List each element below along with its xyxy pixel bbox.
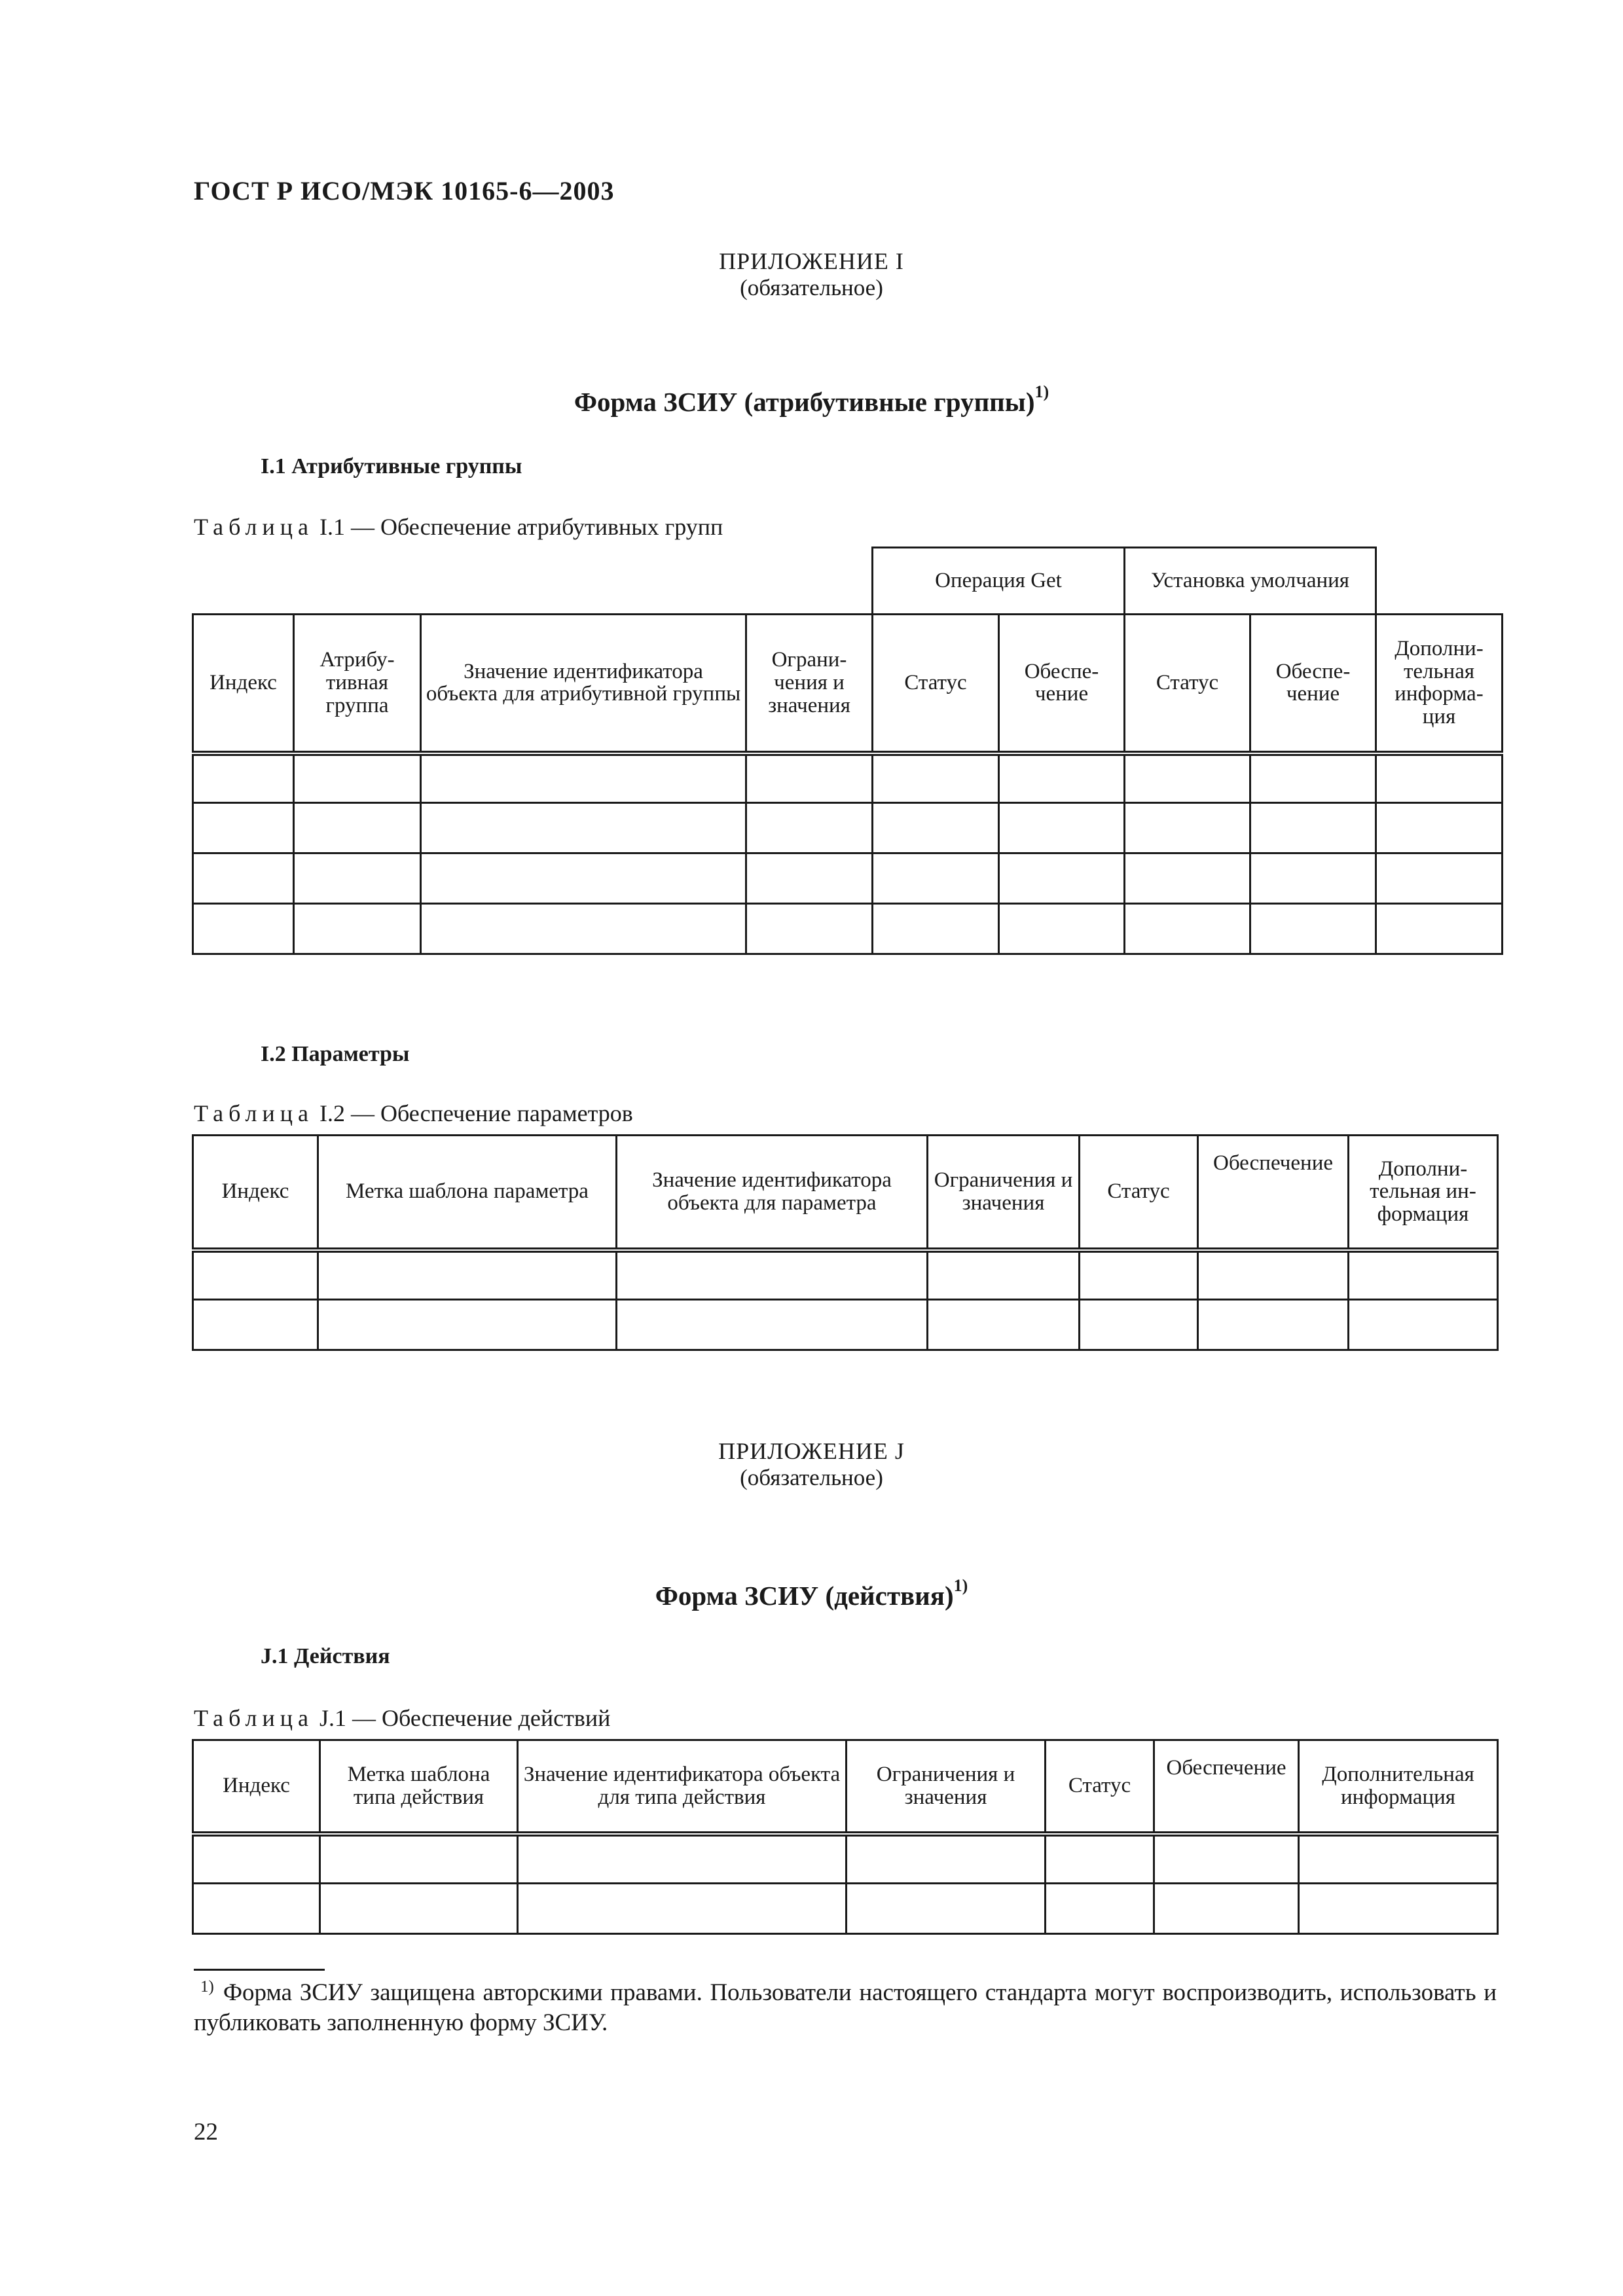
table-cell [193, 803, 294, 853]
table-cell [999, 753, 1125, 803]
table-cell [421, 753, 746, 803]
page-number: 22 [194, 2119, 218, 2145]
table-cell [999, 904, 1125, 954]
table-cell [1198, 1250, 1349, 1300]
group-header-get: Операция Get [873, 548, 1125, 615]
table-cell [928, 1300, 1080, 1350]
table-cell [1349, 1250, 1498, 1300]
table-cell [1376, 853, 1503, 904]
table-row [193, 904, 1503, 954]
table-cell [1125, 904, 1250, 954]
appendix-j-status: (обязательное) [740, 1465, 883, 1490]
column-header: Индекс [193, 615, 294, 753]
blank-cell [193, 548, 873, 615]
table-cell [294, 753, 421, 803]
table-cell [999, 853, 1125, 904]
table-cell [193, 1884, 320, 1934]
table-j1 [192, 1739, 1499, 1935]
table-cell [320, 1884, 518, 1934]
table-cell [421, 853, 746, 904]
table-cell [421, 803, 746, 853]
section-i1-heading: I.1 Атрибутивные группы [261, 454, 522, 478]
table-cell [318, 1250, 617, 1300]
column-header: Ограни-чения и значения [746, 615, 873, 753]
table-cell [1080, 1250, 1198, 1300]
table-row [193, 853, 1503, 904]
table-j1-caption [194, 1704, 610, 1732]
column-header: Ограничения и значения [928, 1136, 1080, 1250]
table-cell [294, 853, 421, 904]
table-cell [193, 1300, 318, 1350]
form-title-text: Форма ЗСИУ (действия) [655, 1581, 954, 1611]
table-cell [421, 904, 746, 954]
column-header: Значение идентификатора объекта для типа действия [518, 1740, 847, 1834]
appendix-i-title: ПРИЛОЖЕНИЕ I [719, 248, 904, 274]
table-cell [1125, 803, 1250, 853]
document-header: ГОСТ Р ИСО/МЭК 10165-6—2003 [194, 176, 615, 206]
table-cell [999, 803, 1125, 853]
column-header: Обеспе-чение [1250, 615, 1376, 753]
table-cell [1250, 904, 1376, 954]
blank-cell [1376, 548, 1503, 615]
column-header: Индекс [193, 1136, 318, 1250]
form-title-text: Форма ЗСИУ (атрибутивные группы) [574, 387, 1035, 417]
column-header: Обеспе-чение [999, 615, 1125, 753]
table-cell [873, 753, 999, 803]
column-header: Атрибу-тивная группа [294, 615, 421, 753]
table-cell [746, 853, 873, 904]
table-cell [193, 853, 294, 904]
table-row [193, 1834, 1498, 1884]
appendix-j-form-title [0, 1576, 1623, 1611]
table-cell [1125, 753, 1250, 803]
table-cell [746, 753, 873, 803]
table-cell [1198, 1300, 1349, 1350]
table-cell [1349, 1300, 1498, 1350]
caption-word: Таблица [194, 514, 314, 540]
column-header: Индекс [193, 1740, 320, 1834]
table-row [193, 803, 1503, 853]
caption-text: J.1 — Обеспечение действий [313, 1705, 611, 1731]
table-i2-caption [194, 1100, 633, 1127]
table-cell [294, 904, 421, 954]
column-header: Дополни-тельная ин-формация [1349, 1136, 1498, 1250]
table-cell [873, 803, 999, 853]
table-cell [847, 1884, 1046, 1934]
table-row [193, 1884, 1498, 1934]
table-cell [320, 1834, 518, 1884]
table-group-header-row [193, 548, 1503, 615]
table-cell [1080, 1300, 1198, 1350]
table-cell [1299, 1834, 1498, 1884]
column-header: Ограничения и значения [847, 1740, 1046, 1834]
table-cell [193, 1250, 318, 1300]
table-cell [518, 1834, 847, 1884]
column-header: Метка шаблона типа действия [320, 1740, 518, 1834]
footnote [194, 1978, 1497, 2039]
footnote-ref: 1) [1034, 382, 1049, 402]
appendix-j-title: ПРИЛОЖЕНИЕ J [718, 1438, 905, 1464]
table-cell [847, 1834, 1046, 1884]
table-cell [1299, 1884, 1498, 1934]
table-cell [1125, 853, 1250, 904]
table-cell [1376, 904, 1503, 954]
table-cell [1154, 1834, 1299, 1884]
table-cell [617, 1300, 928, 1350]
table-cell [518, 1884, 847, 1934]
table-row [193, 753, 1503, 803]
caption-text: I.2 — Обеспечение параметров [313, 1100, 633, 1126]
group-header-default: Установка умолчания [1125, 548, 1376, 615]
appendix-i-status: (обязательное) [740, 275, 883, 300]
column-header: Статус [1125, 615, 1250, 753]
table-row [193, 1300, 1498, 1350]
table-cell [617, 1250, 928, 1300]
column-header: Значение идентификатора объекта для атрибутивной группы [421, 615, 746, 753]
column-header: Обеспечение [1154, 1740, 1299, 1834]
table-cell [928, 1250, 1080, 1300]
column-header: Дополнительная информация [1299, 1740, 1498, 1834]
column-header: Метка шаблона параметра [318, 1136, 617, 1250]
column-header: Статус [1046, 1740, 1154, 1834]
footnote-marker: 1) [200, 1977, 214, 1996]
caption-word: Таблица [194, 1100, 314, 1126]
table-header-row [193, 1136, 1498, 1250]
table-cell [1046, 1834, 1154, 1884]
table-cell [1376, 753, 1503, 803]
table-cell [873, 853, 999, 904]
table-cell [1250, 753, 1376, 803]
section-j1-heading: J.1 Действия [261, 1644, 390, 1668]
column-header: Статус [873, 615, 999, 753]
table-cell [193, 904, 294, 954]
table-cell [193, 753, 294, 803]
table-cell [318, 1300, 617, 1350]
footnote-text: Форма ЗСИУ защищена авторскими правами. Пользователи настоящего стандарта могут воспроизводить, использовать и публиковать заполненную форму ЗСИУ. [194, 1979, 1497, 2037]
column-header: Статус [1080, 1136, 1198, 1250]
table-row [193, 1250, 1498, 1300]
table-cell [193, 1834, 320, 1884]
footnote-separator [194, 1969, 325, 1971]
table-i1-caption [194, 513, 723, 541]
table-cell [1250, 803, 1376, 853]
table-header-row [193, 1740, 1498, 1834]
table-i2 [192, 1134, 1499, 1351]
table-cell [1154, 1884, 1299, 1934]
caption-word: Таблица [194, 1705, 314, 1731]
column-header: Дополни-тельная информа-ция [1376, 615, 1503, 753]
table-header-row [193, 615, 1503, 753]
column-header: Обеспечение [1198, 1136, 1349, 1250]
table-cell [746, 803, 873, 853]
table-cell [1376, 803, 1503, 853]
table-cell [1250, 853, 1376, 904]
column-header: Значение идентификатора объекта для параметра [617, 1136, 928, 1250]
caption-text: I.1 — Обеспечение атрибутивных групп [313, 514, 723, 540]
footnote-ref: 1) [953, 1576, 968, 1596]
table-cell [1046, 1884, 1154, 1934]
appendix-i-form-title [0, 382, 1623, 418]
table-cell [294, 803, 421, 853]
table-i1 [192, 547, 1503, 955]
table-cell [746, 904, 873, 954]
section-i2-heading: I.2 Параметры [261, 1042, 410, 1066]
table-cell [873, 904, 999, 954]
